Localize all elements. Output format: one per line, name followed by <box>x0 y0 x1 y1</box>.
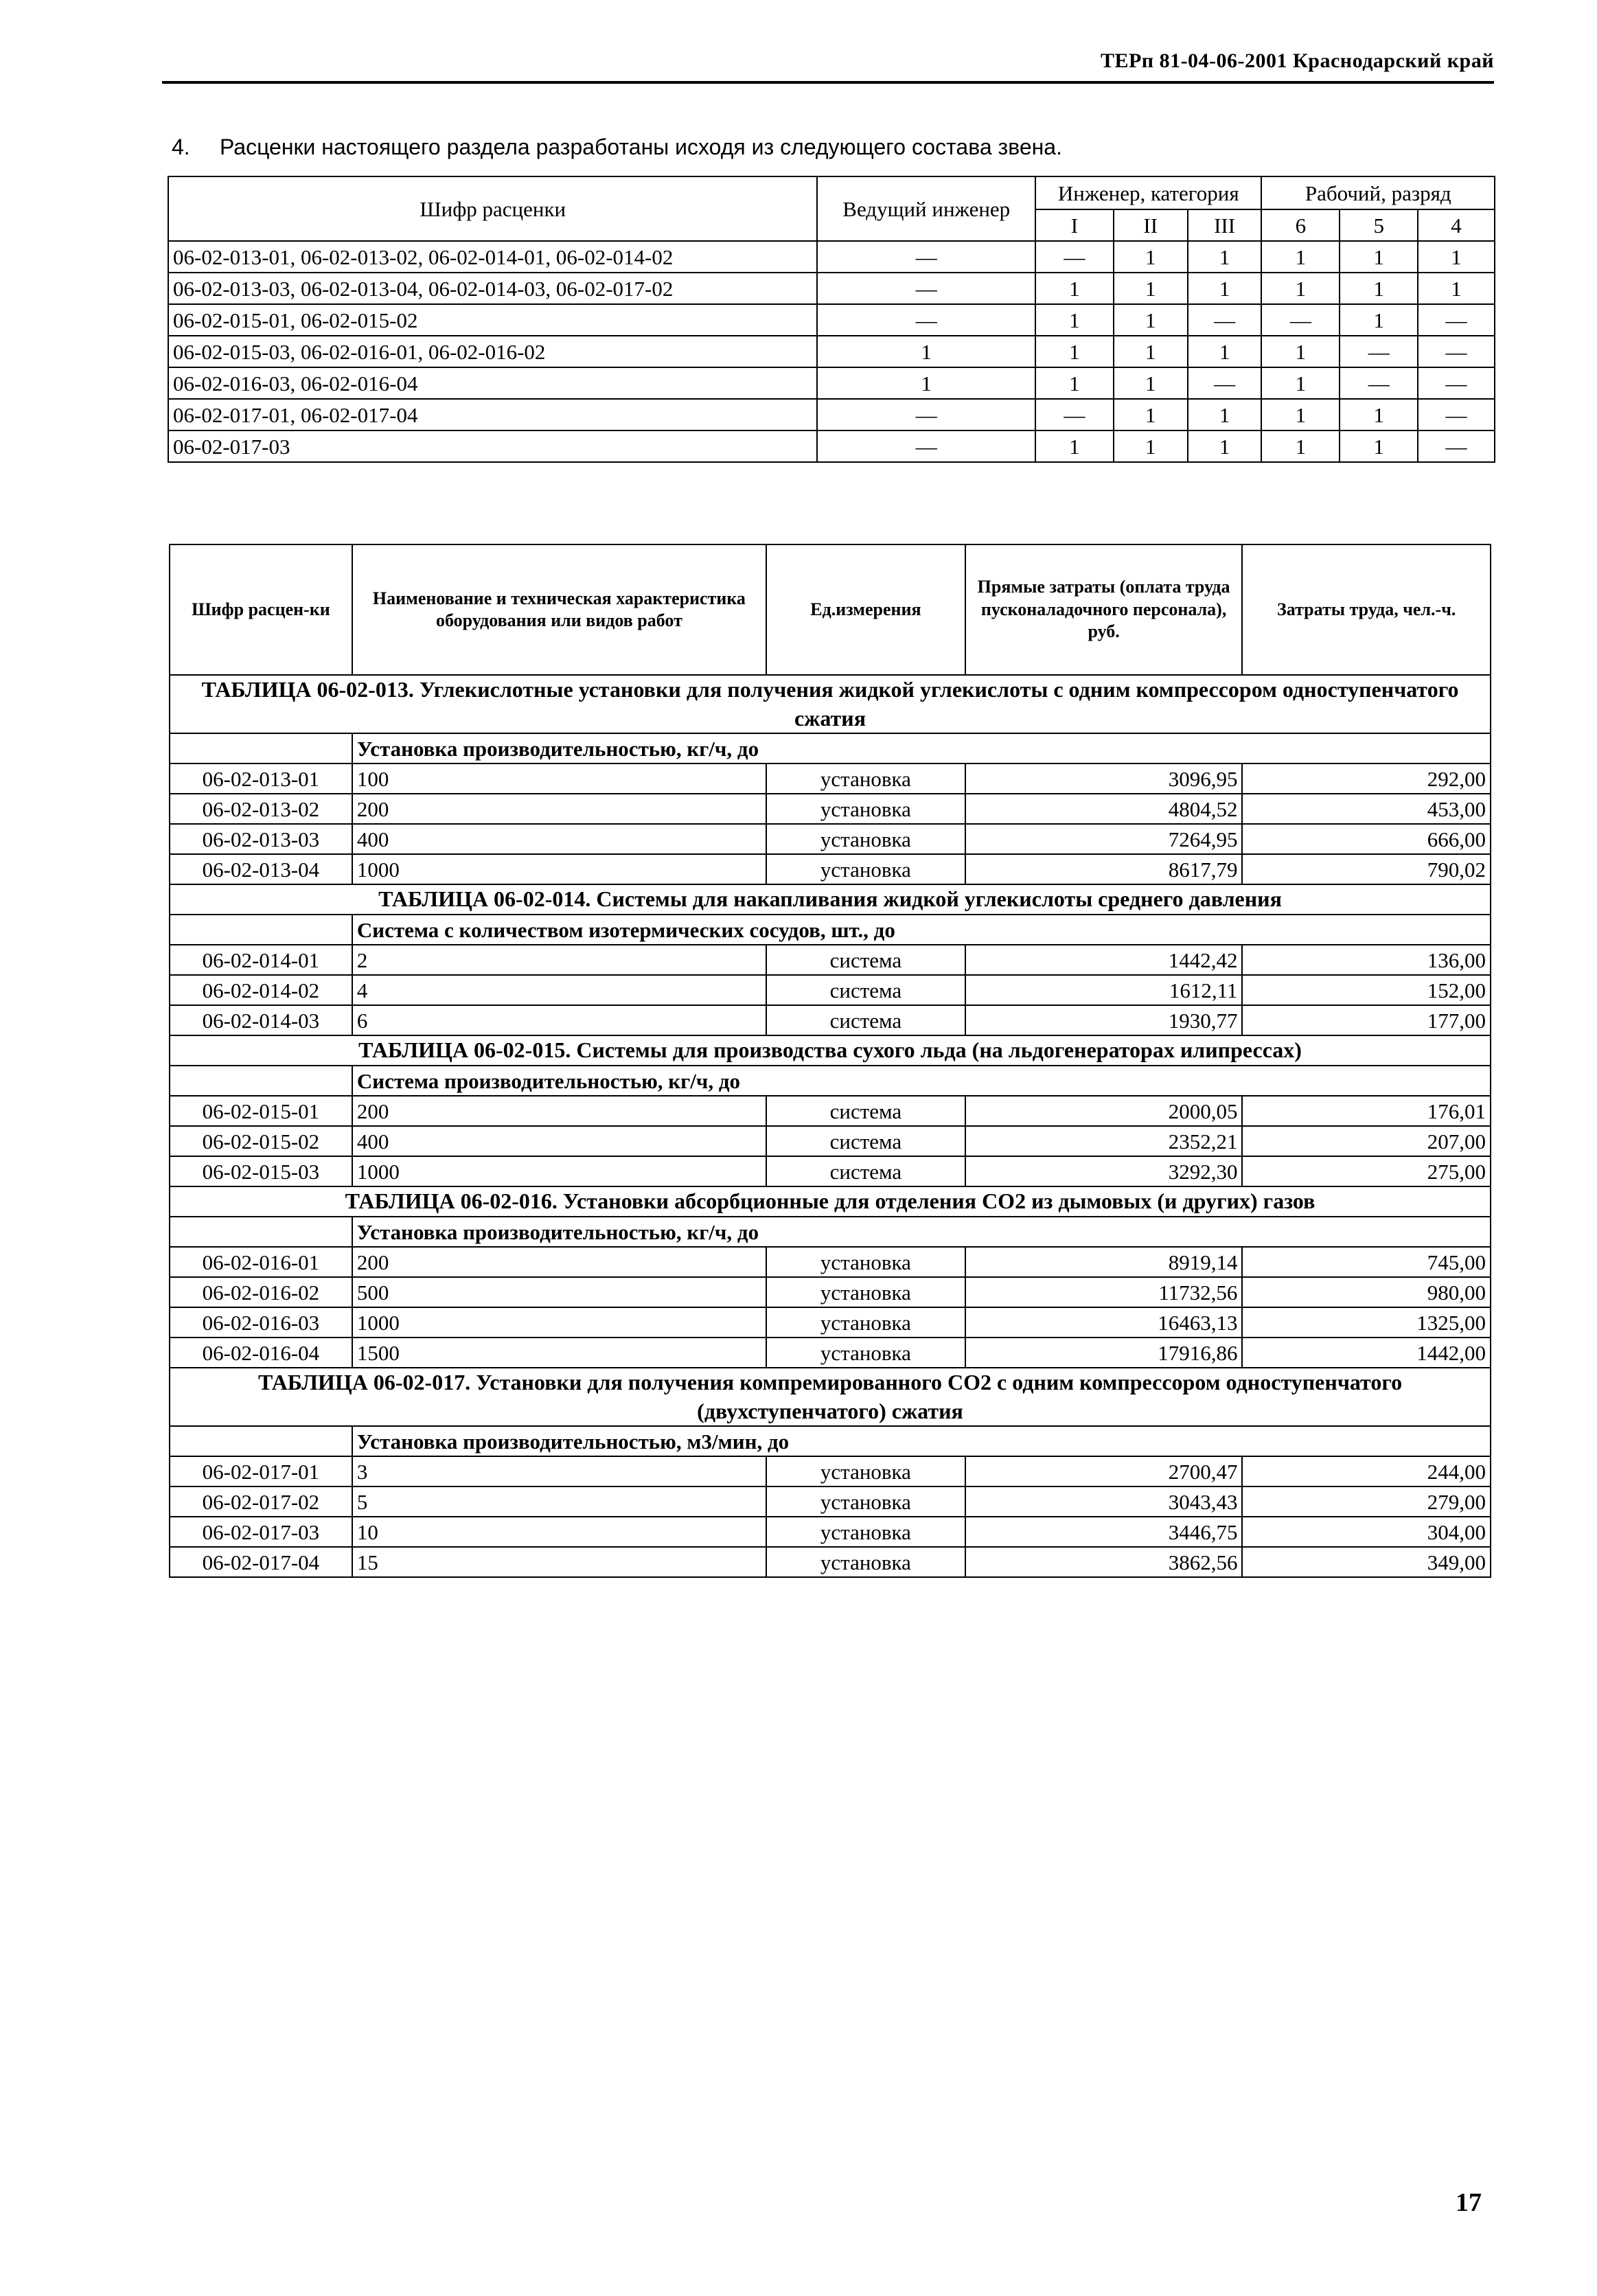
crew-value-cell: — <box>1418 399 1495 430</box>
rate-name: 100 <box>352 764 766 794</box>
crew-value-cell: 1 <box>1261 336 1340 367</box>
rate-name: 3 <box>352 1456 766 1486</box>
table-row <box>170 1456 1491 1486</box>
rate-labor: 745,00 <box>1242 1247 1491 1277</box>
rate-cost: 8919,14 <box>965 1247 1243 1277</box>
intro-paragraph <box>172 135 1062 160</box>
rate-code: 06-02-016-02 <box>170 1277 352 1307</box>
rate-cost: 17916,86 <box>965 1338 1243 1368</box>
section-spacer <box>170 915 352 945</box>
rate-unit: система <box>766 945 965 975</box>
section-row <box>170 1426 1491 1456</box>
rate-name: 1500 <box>352 1338 766 1368</box>
crew-code-cell: 06-02-017-01, 06-02-017-04 <box>168 399 817 430</box>
section-spacer <box>170 733 352 764</box>
crew-value-cell: 1 <box>1114 399 1188 430</box>
crew-value-cell: 1 <box>1035 430 1114 462</box>
rate-labor: 292,00 <box>1242 764 1491 794</box>
rate-code: 06-02-015-03 <box>170 1156 352 1186</box>
rate-cost: 3096,95 <box>965 764 1243 794</box>
section-title: Установка производительностью, кг/ч, до <box>352 733 1491 764</box>
crew-value-cell: 1 <box>1188 336 1262 367</box>
rate-labor: 666,00 <box>1242 824 1491 854</box>
crew-value-cell: 1 <box>1114 336 1188 367</box>
rate-unit: установка <box>766 824 965 854</box>
rate-unit: установка <box>766 764 965 794</box>
rate-unit: система <box>766 975 965 1005</box>
rate-labor: 349,00 <box>1242 1547 1491 1577</box>
crew-composition-table <box>168 176 1495 463</box>
table-title: ТАБЛИЦА 06-02-013. Углекислотные установки для получения жидкой углекислоты с одним компрессором одноступенчатого сжатия <box>170 675 1491 733</box>
crew-row <box>168 367 1495 399</box>
rate-code: 06-02-014-01 <box>170 945 352 975</box>
crew-value-cell: 1 <box>1188 399 1262 430</box>
rate-cost: 1930,77 <box>965 1005 1243 1035</box>
table-row <box>170 794 1491 824</box>
rate-labor: 1442,00 <box>1242 1338 1491 1368</box>
crew-sub-header: II <box>1114 209 1188 241</box>
table-title: ТАБЛИЦА 06-02-016. Установки абсорбционные для отделения СО2 из дымовых (и других) газов <box>170 1186 1491 1217</box>
crew-value-cell: 1 <box>1035 304 1114 336</box>
intro-text: Расценки настоящего раздела разработаны исходя из следующего состава звена. <box>220 135 1062 159</box>
section-spacer <box>170 1426 352 1456</box>
crew-value-cell: 1 <box>1114 304 1188 336</box>
table-title-row <box>170 675 1491 733</box>
table-title: ТАБЛИЦА 06-02-015. Системы для производства сухого льда (на льдогенераторах илипрессах) <box>170 1035 1491 1066</box>
rate-code: 06-02-014-02 <box>170 975 352 1005</box>
rate-labor: 453,00 <box>1242 794 1491 824</box>
rate-cost: 3043,43 <box>965 1486 1243 1517</box>
rate-unit: система <box>766 1126 965 1156</box>
rate-cost: 7264,95 <box>965 824 1243 854</box>
rate-labor: 1325,00 <box>1242 1307 1491 1338</box>
crew-value-cell: — <box>817 430 1035 462</box>
header-rule <box>162 81 1494 84</box>
price-col-unit: Ед.измерения <box>766 544 965 675</box>
rate-name: 10 <box>352 1517 766 1547</box>
crew-value-cell: — <box>1261 304 1340 336</box>
section-spacer <box>170 1066 352 1096</box>
crew-value-cell: — <box>1340 367 1418 399</box>
rate-name: 1000 <box>352 854 766 884</box>
section-row <box>170 733 1491 764</box>
rate-cost: 3446,75 <box>965 1517 1243 1547</box>
rate-labor: 279,00 <box>1242 1486 1491 1517</box>
rate-cost: 16463,13 <box>965 1307 1243 1338</box>
rate-name: 500 <box>352 1277 766 1307</box>
rate-cost: 11732,56 <box>965 1277 1243 1307</box>
rate-code: 06-02-017-01 <box>170 1456 352 1486</box>
document-header: ТЕРп 81-04-06-2001 Краснодарский край <box>1100 49 1494 72</box>
crew-value-cell: — <box>1418 430 1495 462</box>
rate-code: 06-02-016-01 <box>170 1247 352 1277</box>
crew-col-code: Шифр расценки <box>168 176 817 241</box>
crew-row <box>168 430 1495 462</box>
crew-col-worker: Рабочий, разряд <box>1261 176 1495 209</box>
rate-name: 200 <box>352 794 766 824</box>
crew-value-cell: — <box>1340 336 1418 367</box>
crew-value-cell: — <box>1418 304 1495 336</box>
section-title: Установка производительностью, м3/мин, до <box>352 1426 1491 1456</box>
price-table <box>169 544 1491 1578</box>
table-row <box>170 975 1491 1005</box>
table-row <box>170 764 1491 794</box>
crew-value-cell: — <box>1418 367 1495 399</box>
crew-value-cell: 1 <box>1114 430 1188 462</box>
crew-value-cell: 1 <box>1035 273 1114 304</box>
crew-row <box>168 241 1495 273</box>
crew-value-cell: 1 <box>1340 399 1418 430</box>
crew-row <box>168 336 1495 367</box>
section-row <box>170 915 1491 945</box>
rate-cost: 2000,05 <box>965 1096 1243 1126</box>
rate-name: 2 <box>352 945 766 975</box>
table-title-row <box>170 1186 1491 1217</box>
crew-code-cell: 06-02-013-03, 06-02-013-04, 06-02-014-03, 06-02-017-02 <box>168 273 817 304</box>
crew-value-cell: — <box>1188 367 1262 399</box>
rate-cost: 3292,30 <box>965 1156 1243 1186</box>
rate-code: 06-02-015-02 <box>170 1126 352 1156</box>
section-title: Система с количеством изотермических сосудов, шт., до <box>352 915 1491 945</box>
table-row <box>170 1277 1491 1307</box>
crew-sub-header: III <box>1188 209 1262 241</box>
rate-unit: установка <box>766 1307 965 1338</box>
table-row <box>170 854 1491 884</box>
rate-labor: 176,01 <box>1242 1096 1491 1126</box>
rate-code: 06-02-017-02 <box>170 1486 352 1517</box>
rate-labor: 207,00 <box>1242 1126 1491 1156</box>
price-col-name: Наименование и техническая характеристика оборудования или видов работ <box>352 544 766 675</box>
table-row <box>170 1156 1491 1186</box>
rate-code: 06-02-013-01 <box>170 764 352 794</box>
crew-value-cell: — <box>817 399 1035 430</box>
rate-cost: 1612,11 <box>965 975 1243 1005</box>
crew-value-cell: 1 <box>1418 241 1495 273</box>
crew-value-cell: — <box>817 304 1035 336</box>
rate-cost: 1442,42 <box>965 945 1243 975</box>
intro-number: 4. <box>172 135 190 159</box>
crew-col-engineer: Инженер, категория <box>1035 176 1261 209</box>
crew-value-cell: 1 <box>1340 273 1418 304</box>
crew-value-cell: — <box>1035 241 1114 273</box>
table-row <box>170 1247 1491 1277</box>
crew-value-cell: 1 <box>1114 367 1188 399</box>
crew-value-cell: — <box>817 241 1035 273</box>
rate-name: 200 <box>352 1247 766 1277</box>
crew-row <box>168 304 1495 336</box>
rate-code: 06-02-013-04 <box>170 854 352 884</box>
crew-col-lead: Ведущий инженер <box>817 176 1035 241</box>
rate-name: 400 <box>352 824 766 854</box>
crew-value-cell: 1 <box>817 336 1035 367</box>
crew-value-cell: 1 <box>1261 273 1340 304</box>
table-row <box>170 1338 1491 1368</box>
rate-name: 1000 <box>352 1156 766 1186</box>
table-row <box>170 1005 1491 1035</box>
table-row <box>170 824 1491 854</box>
crew-value-cell: — <box>1188 304 1262 336</box>
crew-value-cell: 1 <box>1418 273 1495 304</box>
rate-labor: 304,00 <box>1242 1517 1491 1547</box>
rate-labor: 980,00 <box>1242 1277 1491 1307</box>
crew-sub-header: 4 <box>1418 209 1495 241</box>
rate-labor: 275,00 <box>1242 1156 1491 1186</box>
table-title-row <box>170 1035 1491 1066</box>
rate-unit: система <box>766 1096 965 1126</box>
crew-code-cell: 06-02-016-03, 06-02-016-04 <box>168 367 817 399</box>
rate-labor: 790,02 <box>1242 854 1491 884</box>
rate-labor: 152,00 <box>1242 975 1491 1005</box>
rate-unit: система <box>766 1156 965 1186</box>
rate-code: 06-02-013-03 <box>170 824 352 854</box>
rate-labor: 177,00 <box>1242 1005 1491 1035</box>
section-row <box>170 1066 1491 1096</box>
crew-value-cell: — <box>1418 336 1495 367</box>
rate-labor: 136,00 <box>1242 945 1491 975</box>
table-title-row <box>170 884 1491 915</box>
crew-sub-header: 5 <box>1340 209 1418 241</box>
rate-name: 4 <box>352 975 766 1005</box>
crew-code-cell: 06-02-015-01, 06-02-015-02 <box>168 304 817 336</box>
rate-cost: 2700,47 <box>965 1456 1243 1486</box>
rate-unit: установка <box>766 1456 965 1486</box>
table-row <box>170 1517 1491 1547</box>
rate-name: 15 <box>352 1547 766 1577</box>
table-row <box>170 945 1491 975</box>
rate-unit: установка <box>766 854 965 884</box>
page-number: 17 <box>1456 2188 1482 2217</box>
rate-name: 5 <box>352 1486 766 1517</box>
rate-code: 06-02-015-01 <box>170 1096 352 1126</box>
price-col-cost: Прямые затраты (оплата труда пусконаладочного персонала), руб. <box>965 544 1243 675</box>
rate-name: 200 <box>352 1096 766 1126</box>
crew-value-cell: 1 <box>1114 241 1188 273</box>
crew-value-cell: 1 <box>1340 241 1418 273</box>
section-spacer <box>170 1217 352 1247</box>
rate-cost: 8617,79 <box>965 854 1243 884</box>
rate-unit: установка <box>766 1486 965 1517</box>
crew-sub-header: I <box>1035 209 1114 241</box>
crew-value-cell: 1 <box>817 367 1035 399</box>
rate-unit: установка <box>766 1277 965 1307</box>
crew-value-cell: 1 <box>1114 273 1188 304</box>
rate-name: 400 <box>352 1126 766 1156</box>
table-row <box>170 1096 1491 1126</box>
rate-unit: установка <box>766 1338 965 1368</box>
table-title: ТАБЛИЦА 06-02-014. Системы для накапливания жидкой углекислоты среднего давления <box>170 884 1491 915</box>
rate-name: 1000 <box>352 1307 766 1338</box>
crew-row <box>168 273 1495 304</box>
price-col-labor: Затраты труда, чел.-ч. <box>1242 544 1491 675</box>
table-title: ТАБЛИЦА 06-02-017. Установки для получения компремированного СО2 с одним компрессором одноступенчатого (двухступенчатого) сжатия <box>170 1368 1491 1426</box>
crew-value-cell: 1 <box>1261 241 1340 273</box>
rate-cost: 3862,56 <box>965 1547 1243 1577</box>
rate-unit: система <box>766 1005 965 1035</box>
rate-cost: 2352,21 <box>965 1126 1243 1156</box>
price-col-code: Шифр расцен-ки <box>170 544 352 675</box>
rate-name: 6 <box>352 1005 766 1035</box>
section-title: Система производительностью, кг/ч, до <box>352 1066 1491 1096</box>
rate-code: 06-02-017-04 <box>170 1547 352 1577</box>
crew-value-cell: 1 <box>1188 273 1262 304</box>
crew-value-cell: 1 <box>1261 399 1340 430</box>
crew-value-cell: 1 <box>1261 430 1340 462</box>
table-row <box>170 1126 1491 1156</box>
section-title: Установка производительностью, кг/ч, до <box>352 1217 1491 1247</box>
crew-value-cell: 1 <box>1261 367 1340 399</box>
rate-code: 06-02-016-03 <box>170 1307 352 1338</box>
table-row <box>170 1307 1491 1338</box>
crew-row <box>168 399 1495 430</box>
table-row <box>170 1486 1491 1517</box>
section-row <box>170 1217 1491 1247</box>
crew-value-cell: — <box>1035 399 1114 430</box>
crew-code-cell: 06-02-017-03 <box>168 430 817 462</box>
rate-unit: установка <box>766 1517 965 1547</box>
crew-value-cell: — <box>817 273 1035 304</box>
rate-labor: 244,00 <box>1242 1456 1491 1486</box>
rate-unit: установка <box>766 1547 965 1577</box>
rate-code: 06-02-014-03 <box>170 1005 352 1035</box>
crew-value-cell: 1 <box>1340 304 1418 336</box>
rate-unit: установка <box>766 794 965 824</box>
rate-code: 06-02-016-04 <box>170 1338 352 1368</box>
crew-value-cell: 1 <box>1188 430 1262 462</box>
crew-value-cell: 1 <box>1188 241 1262 273</box>
rate-unit: установка <box>766 1247 965 1277</box>
crew-code-cell: 06-02-013-01, 06-02-013-02, 06-02-014-01, 06-02-014-02 <box>168 241 817 273</box>
crew-sub-header: 6 <box>1261 209 1340 241</box>
crew-value-cell: 1 <box>1035 336 1114 367</box>
rate-cost: 4804,52 <box>965 794 1243 824</box>
crew-value-cell: 1 <box>1340 430 1418 462</box>
rate-code: 06-02-013-02 <box>170 794 352 824</box>
rate-code: 06-02-017-03 <box>170 1517 352 1547</box>
crew-value-cell: 1 <box>1035 367 1114 399</box>
crew-code-cell: 06-02-015-03, 06-02-016-01, 06-02-016-02 <box>168 336 817 367</box>
table-row <box>170 1547 1491 1577</box>
table-title-row <box>170 1368 1491 1426</box>
